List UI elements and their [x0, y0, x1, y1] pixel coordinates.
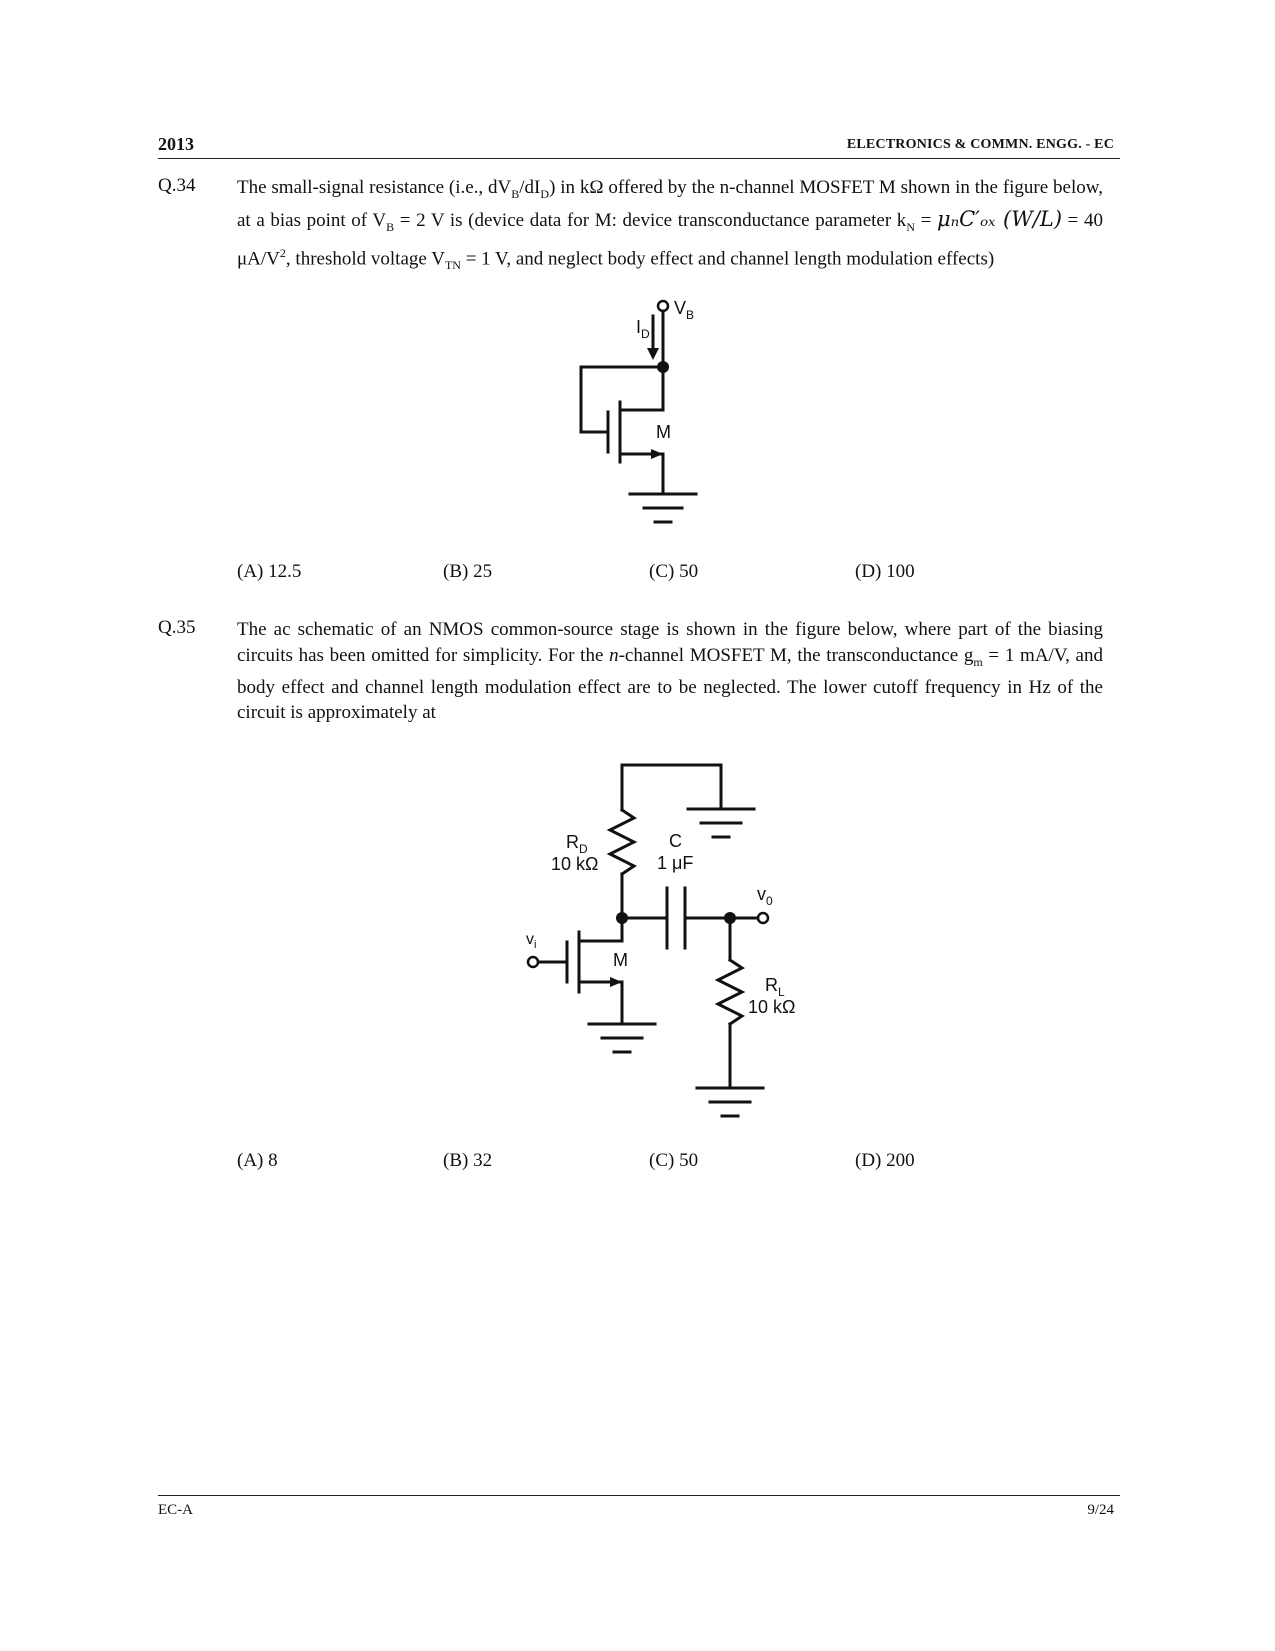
q35-circuit-diagram	[515, 755, 796, 1135]
q35-option-c: (C) 50	[649, 1150, 699, 1171]
q35-c-label: C	[669, 831, 682, 851]
q35-number: Q.35	[158, 617, 196, 638]
q35-m-label: M	[613, 950, 628, 970]
header-subject: ELECTRONICS & COMMN. ENGG. - EC	[846, 137, 1114, 152]
q35-c-value: 1 μF	[657, 853, 694, 873]
q35-vo-label: $v_0$	[757, 884, 773, 908]
q35-option-a: (A) 8	[237, 1150, 278, 1171]
q34-id-label: $I_D$	[636, 317, 650, 341]
footer-code: EC-A	[158, 1502, 193, 1518]
q34-circuit-diagram	[580, 295, 740, 555]
q34-vb-label: $V_B$	[674, 298, 695, 322]
q34-option-c: (C) 50	[649, 561, 699, 582]
q35-rd-value: 10 kΩ	[551, 854, 599, 874]
q35-option-b: (B) 32	[443, 1150, 493, 1171]
q34-option-a: (A) 12.5	[237, 561, 302, 582]
q35-rl-value: 10 kΩ	[748, 997, 796, 1017]
q34-formula: μₙC′ₒₓ (W/L)	[936, 207, 1063, 232]
footer-page-number: 9/24	[1087, 1502, 1114, 1518]
header-year: 2013	[158, 134, 194, 154]
page-footer	[158, 1495, 1120, 1518]
q34-number: Q.34	[158, 175, 196, 196]
q35-vi-label: $v_i$	[526, 931, 537, 951]
q35-rl-label: $R_L$	[765, 975, 785, 999]
q35-rd-label: $R_D$	[566, 832, 588, 856]
q34-m-label: M	[656, 422, 671, 442]
q34-option-d: (D) 100	[855, 561, 915, 582]
q35-option-d: (D) 200	[855, 1150, 915, 1171]
q34-option-b: (B) 25	[443, 561, 493, 582]
page-header	[158, 134, 1120, 159]
q34-text: The small-signal resistance (i.e., $dV_B/dI_D$) in kΩ offered by the n-channel MOSFET M shown in the figure below, at a bias point of $V_B = 2$ V is (device data for M: device transconductance parameter $k_N = \mu_nC'_{ox}$ (W/L) = 40 $\mu A/V^2$, threshold voltage $V_{TN} = 1$ V, and neglect body effect and channel length modulation effects)	[237, 177, 1103, 272]
q35-text: The ac schematic of an NMOS common-source stage is shown in the figure below, where part of the biasing circuits has been omitted for simplicity. For the n-channel MOSFET M, the transconductance $g_m = 1$ mA/V, and body effect and channel length modulation effect are to be neglected. The lower cutoff frequency in Hz of the circuit is approximately at	[237, 619, 1103, 724]
